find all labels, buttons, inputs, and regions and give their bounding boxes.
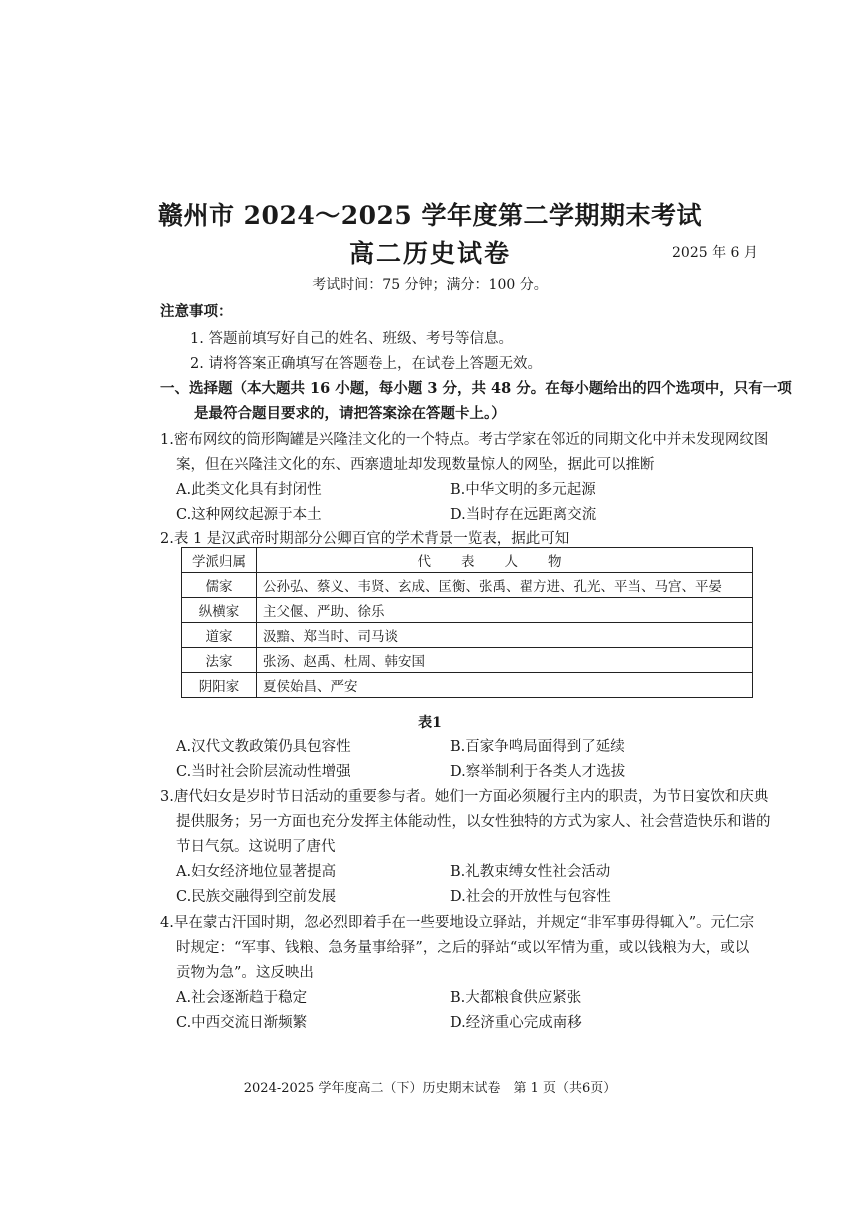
option-b: B.大都粮食供应紧张 [450,990,582,1006]
table-row [182,648,753,673]
exam-time-info: 考试时间：75 分钟；满分：100 分。 [312,277,548,293]
table-cell: 夏侯始昌、严安 [257,673,753,698]
question-stem: 1.密布网纹的筒形陶罐是兴隆洼文化的一个特点。考古学家在邻近的同期文化中并未发现网纹图 [160,432,769,448]
table-cell: 公孙弘、蔡义、韦贤、玄成、匡衡、张禹、翟方进、孔光、平当、马宫、平晏 [257,573,753,598]
option-a: A.妇女经济地位显著提高 [176,864,337,880]
question-stem: 2.表 1 是汉武帝时期部分公卿百官的学术背景一览表，据此可知 [160,531,570,547]
table-header-row [182,548,753,573]
option-d: D.当时存在远距离交流 [450,507,597,523]
question-stem: 案，但在兴隆洼文化的东、西寨遗址却发现数量惊人的网坠，据此可以推断 [176,457,655,473]
option-a: A.汉代文教政策仍具包容性 [176,739,351,755]
table-row [182,598,753,623]
table-cell: 阴阳家 [182,673,257,698]
option-b: B.中华文明的多元起源 [450,482,596,498]
table-cell: 儒家 [182,573,257,598]
question-stem: 时规定：“军事、钱粮、急务量事给驿”，之后的驿站“或以军情为重，或以钱粮为大，或以 [176,940,750,956]
question-stem: 3.唐代妇女是岁时节日活动的重要参与者。她们一方面必须履行主内的职责，为节日宴饮和庆典 [160,789,769,805]
section-heading-cont: 是最符合题目要求的，请把答案涂在答题卡上。） [194,405,506,422]
exam-date: 2025 年 6 月 [672,245,758,261]
table-cell: 纵横家 [182,598,257,623]
question-stem: 提供服务；另一方面也充分发挥主体能动性，以女性独特的方式为家人、社会营造快乐和谐的 [176,814,771,830]
page-footer: 2024-2025 学年度高二（下）历史期末试卷 第 1 页（共6页） [243,1081,617,1096]
exam-subtitle: 高二历史试卷 [348,239,511,268]
option-a: A.社会逐渐趋于稳定 [176,990,308,1006]
table-cell: 主父偃、严助、徐乐 [257,598,753,623]
section-heading: 一、选择题（本大题共 16 小题，每小题 3 分，共 48 分。在每小题给出的四个选项中，只有一项 [160,380,792,397]
table-cell: 汲黯、郑当时、司马谈 [257,623,753,648]
table-header-cell: 学派归属 [182,548,257,573]
option-d: D.社会的开放性与包容性 [450,889,611,905]
option-c: C.民族交融得到空前发展 [176,889,337,905]
option-c: C.当时社会阶层流动性增强 [176,764,351,780]
option-c: C.这种网纹起源于本土 [176,507,322,523]
notice-item: 1. 答题前填写好自己的姓名、班级、考号等信息。 [190,331,513,347]
table-row [182,623,753,648]
option-d: D.经济重心完成南移 [450,1015,582,1031]
notice-heading: 注意事项： [160,303,233,320]
table-cell: 法家 [182,648,257,673]
option-b: B.礼教束缚女性社会活动 [450,864,611,880]
notice-item: 2. 请将答案正确填写在答题卷上，在试卷上答题无效。 [190,356,542,372]
table-header-cell: 代表人物 [257,548,753,573]
option-d: D.察举制利于各类人才选拔 [450,764,626,780]
option-c: C.中西交流日渐频繁 [176,1015,308,1031]
table-cell: 道家 [182,623,257,648]
table-row [182,673,753,698]
question-stem: 节日气氛。这说明了唐代 [176,839,336,855]
option-a: A.此类文化具有封闭性 [176,482,322,498]
option-b: B.百家争鸣局面得到了延续 [450,739,625,755]
exam-title: 赣州市 2024～2025 学年度第二学期期末考试 [157,201,703,230]
question-stem: 贡物为急”。这反映出 [176,965,314,981]
table-caption: 表1 [418,715,442,731]
table-cell: 张汤、赵禹、杜周、韩安国 [257,648,753,673]
question-stem: 4.早在蒙古汗国时期，忽必烈即着手在一些要地设立驿站，并规定“非军事毋得辄入”。元仁宗 [160,915,755,931]
table-row [182,573,753,598]
table-1 [181,547,753,698]
